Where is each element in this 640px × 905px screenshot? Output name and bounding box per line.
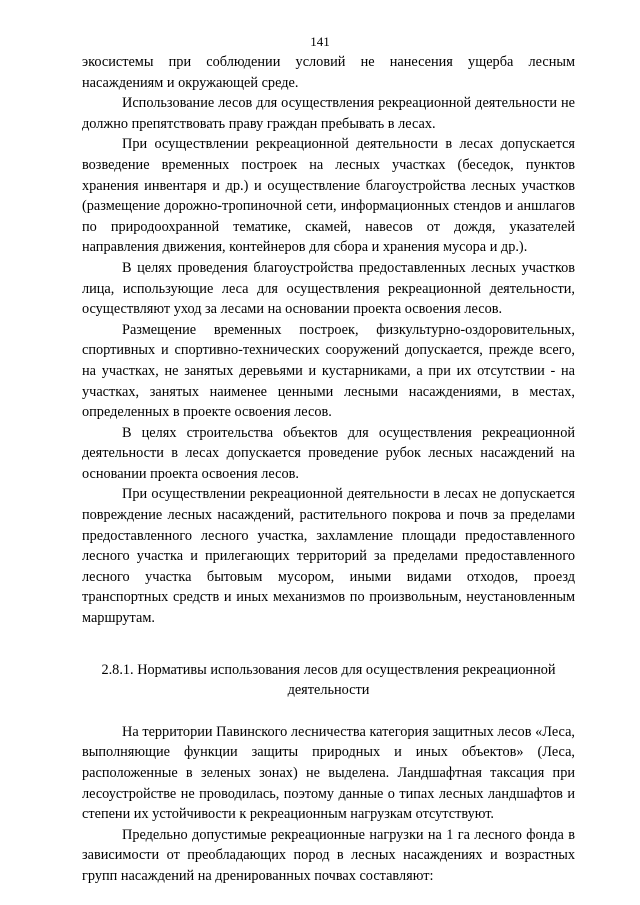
section-heading: 2.8.1. Нормативы использования лесов для осуществления рекреационной деятельности [101, 661, 556, 699]
paragraph: Предельно допустимые рекреационные нагрузки на 1 га лесного фонда в зависимости от преобладающих пород в лесных насаждениях и возрастных групп насаждений на дренированных почвах составляют: [82, 826, 575, 884]
paragraph: В целях строительства объектов для осуществления рекреационной деятельности в лесах допускается проведение рубок лесных насаждений на основании проекта освоения лесов. [82, 424, 575, 482]
document-body [82, 52, 575, 887]
paragraph: При осуществлении рекреационной деятельности в лесах допускается возведение временных построек на лесных участках (беседок, пунктов хранения инвентаря и др.) и осуществление благоустройства лесных участков (размещение дорожно-тропиночной сети, информационных стендов и аншлагов по природоохранной тематике, скамей, навесов от дождя, указателей направления движения, контейнеров для сбора и хранения мусора и др.). [82, 136, 575, 256]
paragraph: Использование лесов для осуществления рекреационной деятельности не должно препятствовать праву граждан пребывать в лесах. [82, 95, 575, 132]
paragraph: При осуществлении рекреационной деятельности в лесах не допускается повреждение лесных насаждений, растительного покрова и почв за пределами предоставленного лесного участка, захламление площади предоставленного лесного участка и прилегающих территорий за пределами предоставленного лесного участка бытовым мусором, иными видами отходов, проезд транспортных средств и иных механизмов по произвольным, неустановленным маршрутам. [82, 486, 575, 627]
spacer [82, 701, 575, 722]
paragraph: В целях проведения благоустройства предоставленных лесных участков лица, использующие леса для осуществления рекреационной деятельности, осуществляют уход за лесами на основании проекта освоения лесов. [82, 259, 575, 318]
paragraph: Размещение временных построек, физкультурно-оздоровительных, спортивных и спортивно-технических сооружений допускается, прежде всего, на участках, не занятых деревьями и кустарниками, а при их отсутствии - на участках, занятых наименее ценными лесными насаждениями, в местах, определенных в проекте освоения лесов. [82, 321, 575, 421]
page-number: 141 [310, 34, 330, 49]
paragraph: экосистемы при соблюдении условий не нанесения ущерба лесным насаждениям и окружающей среде. [82, 54, 575, 91]
paragraph: На территории Павинского лесничества категория защитных лесов «Леса, выполняющие функции защиты природных и иных объектов» (Леса, расположенные в зеленых зонах) не выделена. Ландшафтная таксация при лесоустройстве не проводилась, поэтому данные о типах лесных ландшафтов и степени их устойчивости к рекреационным нагрузкам отсутствуют. [82, 723, 575, 823]
